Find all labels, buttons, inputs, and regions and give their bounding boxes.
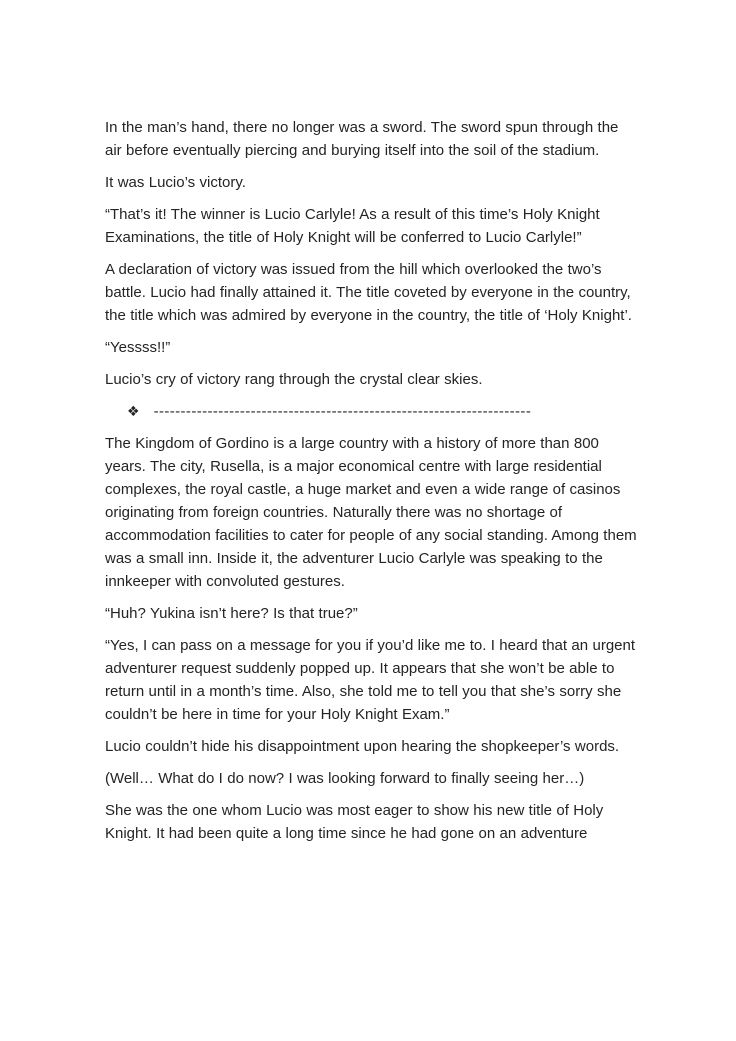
paragraph: (Well… What do I do now? I was looking forward to finally seeing her…) (105, 770, 585, 787)
paragraph: A declaration of victory was issued from the hill which overlooked the two’s battle. Lucio had finally attained it. The title coveted by everyone in the country, the title which was admired by everyone in the country, the title of ‘Holy Knight’. (105, 261, 632, 324)
paragraph: “Yes, I can pass on a message for you if you’d like me to. I heard that an urgent adventurer request suddenly popped up. It appears that she won’t be able to return until in a month’s time. Also, she told me to tell you that she’s sorry she couldn’t be here in time for your Holy Knight Exam.” (105, 637, 636, 723)
paragraph: “That’s it! The winner is Lucio Carlyle! As a result of this time’s Holy Knight Examinations, the title of Holy Knight will be conferred to Lucio Carlyle!” (105, 206, 600, 246)
text-content (105, 116, 638, 854)
paragraph: “Huh? Yukina isn’t here? Is that true?” (105, 605, 358, 622)
paragraph: In the man’s hand, there no longer was a sword. The sword spun through the air before eventually piercing and burying itself into the soil of the stadium. (105, 119, 619, 159)
divider-dash-line: ---------------------------------------------------------------------- (153, 403, 532, 420)
diamond-divider-icon: ❖ (127, 403, 140, 419)
paragraph: Lucio couldn’t hide his disappointment upon hearing the shopkeeper’s words. (105, 738, 620, 755)
scene-divider (105, 400, 638, 423)
paragraph: She was the one whom Lucio was most eager to show his new title of Holy Knight. It had been quite a long time since he had gone on an adventure (105, 802, 604, 842)
paragraph: It was Lucio’s victory. (105, 174, 246, 191)
paragraph: Lucio’s cry of victory rang through the crystal clear skies. (105, 371, 483, 388)
paragraph: “Yessss!!” (105, 339, 171, 356)
paragraph: The Kingdom of Gordino is a large country with a history of more than 800 years. The city, Rusella, is a major economical centre with large residential complexes, the royal castle, a huge market and even a wide range of casinos originating from foreign countries. Naturally there was no shortage of accommodation facilities to cater for people of any social standing. Among them was a small inn. Inside it, the adventurer Lucio Carlyle was speaking to the innkeeper with convoluted gestures. (105, 435, 637, 590)
